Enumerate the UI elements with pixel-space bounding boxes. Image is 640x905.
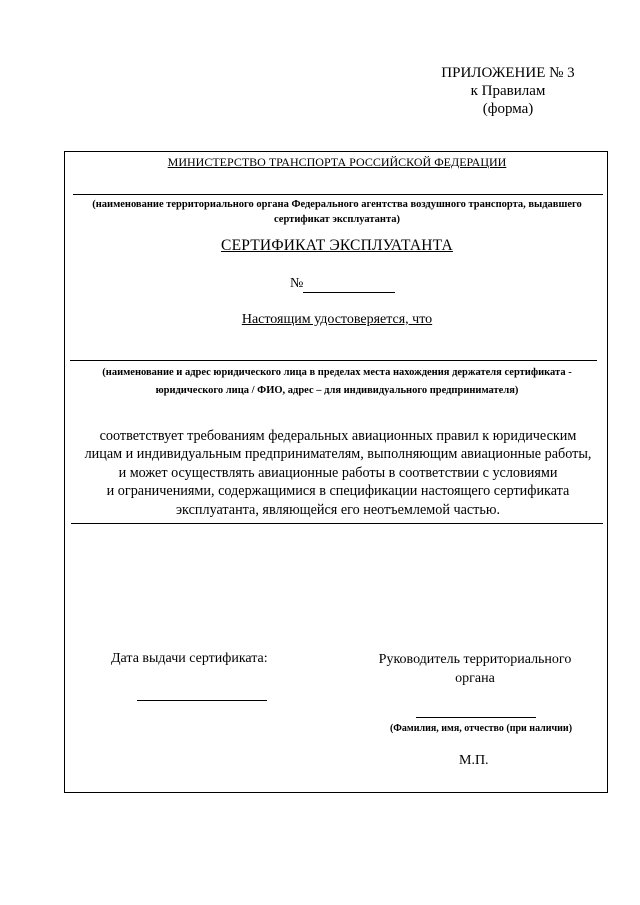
head-label-line1: Руководитель территориального <box>378 652 572 667</box>
issuer-line <box>73 194 603 195</box>
body-line2: лицам и индивидуальным предпринимателям, выполняющим авиационные работы, <box>84 446 592 463</box>
holder-caption-line2: юридического лица / ФИО, адрес – для индивидуального предпринимателя) <box>155 385 519 396</box>
issuer-caption-line2: сертификат эксплуатанта) <box>274 214 400 225</box>
appendix-form: (форма) <box>482 101 534 117</box>
certificate-body <box>73 427 603 519</box>
body-line3: и может осуществлять авиационные работы в соответствии с условиями <box>118 464 558 481</box>
holder-caption-line1: (наименование и адрес юридического лица в пределах места нахождения держателя сертификата - <box>102 367 572 378</box>
head-label-line2: органа <box>455 671 495 686</box>
appendix-header <box>420 64 596 118</box>
issue-date-line <box>137 700 267 701</box>
holder-caption <box>65 364 609 400</box>
fio-caption: (Фамилия, имя, отчество (при наличии) <box>389 723 573 734</box>
signature-line <box>416 717 536 718</box>
appendix-rules: к Правилам <box>470 83 546 99</box>
certificate-frame <box>64 151 608 793</box>
body-line1: соответствует требованиям федеральных авиационных правил к юридическим <box>99 428 577 444</box>
certificate-number-line <box>303 292 395 293</box>
issue-date-label: Дата выдачи сертификата: <box>111 651 268 666</box>
appendix-number: ПРИЛОЖЕНИЕ № 3 <box>441 65 575 81</box>
issuer-caption <box>65 197 609 227</box>
body-line5: эксплуатанта, являющейся его неотъемлемой частью. <box>175 501 501 518</box>
ministry-title: МИНИСТЕРСТВО ТРАНСПОРТА РОССИЙСКОЙ ФЕДЕРАЦИИ <box>167 155 507 169</box>
issuer-caption-line1: (наименование территориального органа Федерального агентства воздушного транспорта, выдавшего <box>92 199 582 210</box>
body-bottom-line <box>71 523 603 524</box>
certify-text: Настоящим удостоверяется, что <box>241 312 433 327</box>
head-label <box>365 650 585 688</box>
body-line4: и ограничениями, содержащимися в спецификации настоящего сертификата <box>106 483 570 500</box>
certificate-title: СЕРТИФИКАТ ЭКСПЛУАТАНТА <box>221 237 453 254</box>
stamp-label: М.П. <box>459 753 489 768</box>
holder-line <box>70 360 597 361</box>
certificate-number-label: № <box>290 276 304 291</box>
